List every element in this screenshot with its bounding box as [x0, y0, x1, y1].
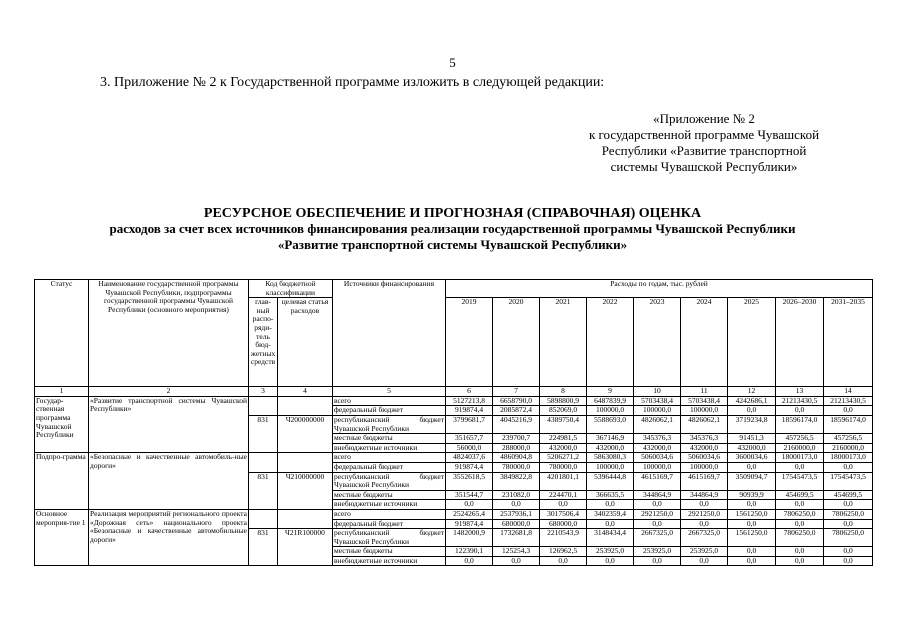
row-value: 7806250,0	[824, 509, 873, 519]
row-target-empty	[278, 396, 333, 415]
row-value: 5588693,0	[587, 415, 634, 433]
column-number: 12	[728, 387, 776, 397]
header-year: 2031–2035	[824, 298, 873, 387]
intro-text: 3. Приложение № 2 к Государственной программе изложить в следующей редакции:	[100, 75, 605, 90]
row-value: 253925,0	[681, 547, 728, 557]
row-value: 239700,7	[493, 434, 540, 444]
row-value: 288000,0	[493, 443, 540, 453]
column-number: 5	[333, 387, 446, 397]
row-value: 0,0	[540, 556, 587, 566]
table-row	[35, 453, 873, 463]
row-value: 18596174,0	[824, 415, 873, 433]
row-status: Подпро-грамма	[35, 453, 89, 510]
row-value: 0,0	[728, 519, 776, 529]
row-target-code: Ч200000000	[278, 415, 333, 452]
row-value: 0,0	[776, 519, 824, 529]
row-value: 5206271,2	[540, 453, 587, 463]
row-value: 454699,5	[824, 490, 873, 500]
row-chief-code: 831	[249, 415, 278, 452]
row-value: 56000,0	[446, 443, 493, 453]
row-value: 432000,0	[728, 443, 776, 453]
row-chief-empty	[249, 509, 278, 528]
row-target-code: Ч210000000	[278, 472, 333, 509]
program-name-title: «Развитие транспортной системы Чувашской Республики»	[277, 237, 628, 252]
row-value: 100000,0	[587, 462, 634, 472]
row-value: 6658790,0	[493, 396, 540, 406]
header-name: Наименование государственной программы Чувашской Республики, подпрограммы государственной программы Чувашской Республики (основного мероприятия)	[89, 280, 249, 387]
row-source: федеральный бюджет	[333, 462, 446, 472]
row-value: 125254,3	[493, 547, 540, 557]
row-value: 224981,5	[540, 434, 587, 444]
row-value: 5127213,8	[446, 396, 493, 406]
row-value: 432000,0	[540, 443, 587, 453]
row-value: 432000,0	[681, 443, 728, 453]
row-value: 2210543,9	[540, 529, 587, 547]
row-value: 0,0	[728, 462, 776, 472]
row-value: 0,0	[728, 547, 776, 557]
row-value: 100000,0	[681, 406, 728, 416]
row-source: всего	[333, 453, 446, 463]
column-number: 11	[681, 387, 728, 397]
row-value: 2524265,4	[446, 509, 493, 519]
row-value: 3017506,4	[540, 509, 587, 519]
appendix-line: системы Чувашской Республики»	[610, 159, 798, 174]
row-value: 0,0	[776, 462, 824, 472]
row-value: 1561250,0	[728, 509, 776, 519]
row-value: 4615169,7	[634, 472, 681, 490]
row-value: 2667325,0	[634, 529, 681, 547]
row-value: 1561250,0	[728, 529, 776, 547]
appendix-line: к государственной программе Чувашской	[588, 127, 820, 142]
row-value: 0,0	[634, 556, 681, 566]
row-value: 0,0	[681, 500, 728, 510]
row-value: 4389750,4	[540, 415, 587, 433]
row-value: 7806250,0	[824, 529, 873, 547]
row-value: 2921250,0	[634, 509, 681, 519]
row-value: 4615169,7	[681, 472, 728, 490]
row-value: 0,0	[587, 556, 634, 566]
row-value: 7806250,0	[776, 529, 824, 547]
row-value: 919874,4	[446, 406, 493, 416]
row-value: 18000173,0	[776, 453, 824, 463]
row-source: всего	[333, 396, 446, 406]
header-year: 2021	[540, 298, 587, 387]
header-chief-manager: глав-ный распо-ряди-тель бюд-жетных средств	[249, 298, 278, 387]
row-source: внебюджетные источники	[333, 443, 446, 453]
row-status: Основное мероприя-тие 1	[35, 509, 89, 566]
column-number: 9	[587, 387, 634, 397]
row-value: 0,0	[446, 556, 493, 566]
row-value: 0,0	[728, 500, 776, 510]
row-name: «Развитие транспортной системы Чувашской Республики»	[89, 396, 249, 453]
column-numbers-row	[35, 387, 873, 397]
row-value: 253925,0	[634, 547, 681, 557]
row-value: 344864,9	[681, 490, 728, 500]
row-value: 5703438,4	[634, 396, 681, 406]
row-source: всего	[333, 509, 446, 519]
row-name: Реализация мероприятий регионального проекта «Дорожная сеть» национального проекта «Безопасные и качественные автомобильные дороги»	[89, 509, 249, 566]
column-number: 3	[249, 387, 278, 397]
row-value: 344864,9	[634, 490, 681, 500]
row-value: 18596174,0	[776, 415, 824, 433]
row-value: 432000,0	[587, 443, 634, 453]
row-value: 253925,0	[587, 547, 634, 557]
row-value: 351544,7	[446, 490, 493, 500]
row-value: 0,0	[587, 500, 634, 510]
row-source: внебюджетные источники	[333, 500, 446, 510]
row-value: 2537936,1	[493, 509, 540, 519]
row-value: 457256,5	[824, 434, 873, 444]
column-number: 14	[824, 387, 873, 397]
row-source: местные бюджеты	[333, 490, 446, 500]
row-value: 780000,0	[493, 462, 540, 472]
column-number: 4	[278, 387, 333, 397]
row-value: 3148434,4	[587, 529, 634, 547]
row-value: 2667325,0	[681, 529, 728, 547]
row-value: 2160000,0	[776, 443, 824, 453]
row-value: 345376,3	[681, 434, 728, 444]
row-chief-empty	[249, 396, 278, 415]
column-number: 8	[540, 387, 587, 397]
row-value: 345376,3	[634, 434, 681, 444]
row-value: 0,0	[446, 500, 493, 510]
row-target-empty	[278, 509, 333, 528]
header-year: 2022	[587, 298, 634, 387]
row-value: 6487839,9	[587, 396, 634, 406]
column-number: 13	[776, 387, 824, 397]
row-value: 4201801,1	[540, 472, 587, 490]
row-value: 4826062,1	[634, 415, 681, 433]
row-chief-code: 831	[249, 529, 278, 566]
row-value: 0,0	[634, 500, 681, 510]
header-status: Статус	[35, 280, 89, 387]
row-value: 5703438,4	[681, 396, 728, 406]
header-code-group: Код бюджетной классификации	[249, 280, 333, 298]
row-source: федеральный бюджет	[333, 406, 446, 416]
row-value: 5060034,6	[634, 453, 681, 463]
row-value: 5396444,8	[587, 472, 634, 490]
row-value: 367146,9	[587, 434, 634, 444]
header-year: 2023	[634, 298, 681, 387]
row-value: 0,0	[728, 406, 776, 416]
row-value: 17545473,5	[824, 472, 873, 490]
table-row	[35, 396, 873, 406]
row-value: 0,0	[776, 556, 824, 566]
row-value: 0,0	[587, 519, 634, 529]
row-value: 0,0	[824, 556, 873, 566]
row-value: 3719234,8	[728, 415, 776, 433]
row-value: 0,0	[728, 556, 776, 566]
row-source: республиканский бюджет Чувашской Республики	[334, 472, 444, 490]
row-value: 90939,9	[728, 490, 776, 500]
row-value: 3799681,7	[446, 415, 493, 433]
column-number: 6	[446, 387, 493, 397]
row-value: 100000,0	[634, 406, 681, 416]
row-value: 5898800,9	[540, 396, 587, 406]
row-value: 680000,0	[540, 519, 587, 529]
header-target-article: целевая статья расходов	[278, 298, 333, 387]
appendix-line: «Приложение № 2	[653, 111, 755, 126]
column-number: 10	[634, 387, 681, 397]
header-year: 2019	[446, 298, 493, 387]
row-value: 3402359,4	[587, 509, 634, 519]
row-value: 224470,1	[540, 490, 587, 500]
row-value: 457256,5	[776, 434, 824, 444]
row-value: 0,0	[776, 500, 824, 510]
row-value: 0,0	[634, 519, 681, 529]
column-number: 7	[493, 387, 540, 397]
row-value: 4860904,8	[493, 453, 540, 463]
row-source: республиканский бюджет Чувашской Республики	[334, 528, 444, 546]
row-source: республиканский бюджет Чувашской Республики	[334, 415, 444, 433]
row-value: 231082,0	[493, 490, 540, 500]
row-value: 21213430,5	[824, 396, 873, 406]
row-value: 100000,0	[587, 406, 634, 416]
row-value: 0,0	[493, 500, 540, 510]
row-value: 351657,7	[446, 434, 493, 444]
header-year: 2020	[493, 298, 540, 387]
header-expenses: Расходы по годам, тыс. рублей	[446, 280, 873, 298]
column-number: 2	[89, 387, 249, 397]
row-source: местные бюджеты	[333, 547, 446, 557]
row-value: 2921250,0	[681, 509, 728, 519]
row-value: 17545473,5	[776, 472, 824, 490]
row-target-empty	[278, 453, 333, 472]
row-value: 3552618,5	[446, 472, 493, 490]
row-value: 432000,0	[634, 443, 681, 453]
row-name: «Безопасные и качественные автомобиль-ные дороги»	[89, 453, 249, 510]
column-number: 1	[35, 387, 89, 397]
row-chief-empty	[249, 453, 278, 472]
row-value: 919874,4	[446, 519, 493, 529]
row-value: 7806250,0	[776, 509, 824, 519]
row-value: 366635,5	[587, 490, 634, 500]
row-status: Государ-ственная программа Чувашской Республики	[35, 396, 89, 453]
appendix-line: Республики «Развитие транспортной	[601, 143, 807, 158]
row-value: 919874,4	[446, 462, 493, 472]
row-value: 3509094,7	[728, 472, 776, 490]
row-value: 0,0	[681, 556, 728, 566]
row-value: 126962,5	[540, 547, 587, 557]
document-subtitle: расходов за счет всех источников финансирования реализации государственной программы Чувашской Республики	[109, 221, 796, 236]
row-value: 0,0	[493, 556, 540, 566]
row-value: 0,0	[824, 519, 873, 529]
row-value: 5060034,6	[681, 453, 728, 463]
row-value: 91451,3	[728, 434, 776, 444]
row-source: внебюджетные источники	[333, 556, 446, 566]
row-value: 0,0	[824, 406, 873, 416]
row-target-code: Ч21R100000	[278, 529, 333, 566]
row-value: 4242686,1	[728, 396, 776, 406]
table-row	[35, 509, 873, 519]
header-year: 2026–2030	[776, 298, 824, 387]
row-value: 18000173,0	[824, 453, 873, 463]
row-value: 2085872,4	[493, 406, 540, 416]
row-value: 0,0	[681, 519, 728, 529]
row-value: 0,0	[824, 500, 873, 510]
row-value: 4826062,1	[681, 415, 728, 433]
document-title: РЕСУРСНОЕ ОБЕСПЕЧЕНИЕ И ПРОГНОЗНАЯ (СПРАВОЧНАЯ) ОЦЕНКА	[203, 206, 702, 221]
row-value: 1482000,9	[446, 529, 493, 547]
row-value: 4045216,9	[493, 415, 540, 433]
row-value: 1732681,8	[493, 529, 540, 547]
row-value: 100000,0	[634, 462, 681, 472]
row-source: федеральный бюджет	[333, 519, 446, 529]
row-value: 122390,1	[446, 547, 493, 557]
row-chief-code: 831	[249, 472, 278, 509]
row-value: 0,0	[776, 406, 824, 416]
page-number: 5	[449, 55, 456, 70]
header-year: 2024	[681, 298, 728, 387]
row-value: 780000,0	[540, 462, 587, 472]
row-value: 680000,0	[493, 519, 540, 529]
row-value: 0,0	[824, 547, 873, 557]
row-value: 3600034,6	[728, 453, 776, 463]
row-value: 4824037,6	[446, 453, 493, 463]
header-sources: Источники финансирования	[333, 280, 446, 387]
row-value: 3849822,8	[493, 472, 540, 490]
row-value: 0,0	[824, 462, 873, 472]
resource-table	[34, 279, 873, 566]
row-source: местные бюджеты	[333, 434, 446, 444]
row-value: 2160000,0	[824, 443, 873, 453]
row-value: 852069,0	[540, 406, 587, 416]
appendix-note	[569, 111, 839, 175]
row-value: 0,0	[776, 547, 824, 557]
row-value: 0,0	[540, 500, 587, 510]
row-value: 454699,5	[776, 490, 824, 500]
header-year: 2025	[728, 298, 776, 387]
row-value: 100000,0	[681, 462, 728, 472]
row-value: 5863080,3	[587, 453, 634, 463]
row-value: 21213430,5	[776, 396, 824, 406]
